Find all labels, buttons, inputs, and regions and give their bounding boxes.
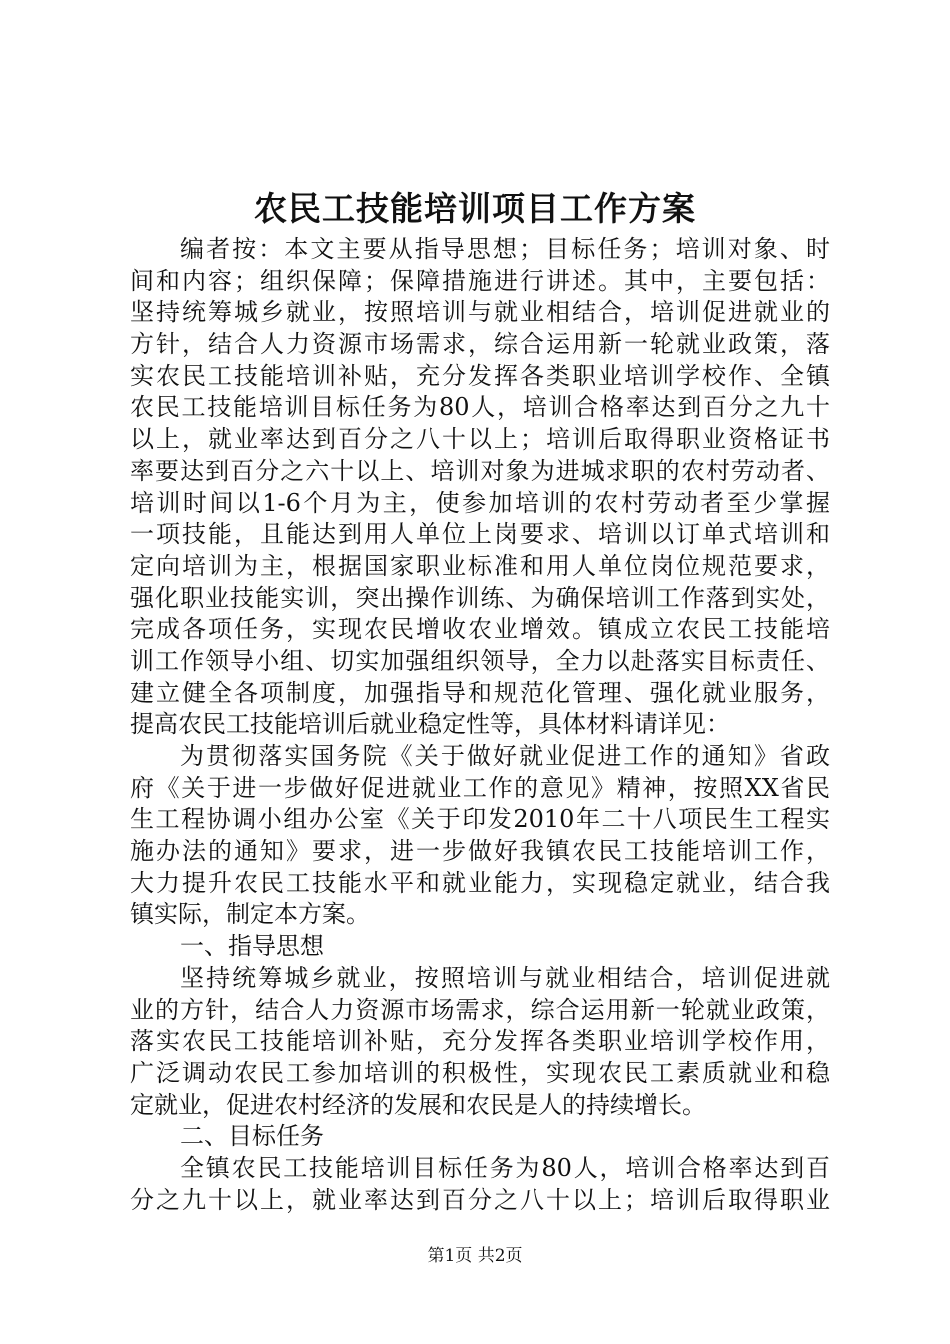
text-line: 落实农民工技能培训补贴，充分发挥各类职业培训学校作用， (130, 1027, 830, 1056)
section-heading: 二、目标任务 (180, 1122, 324, 1151)
text-line: 以上，就业率达到百分之八十以上；培训后取得职业资格证书 (130, 425, 830, 454)
text-line: 实农民工技能培训补贴，充分发挥各类职业培训学校作、全镇 (130, 361, 830, 390)
text-line: 强化职业技能实训，突出操作训练、为确保培训工作落到实处， (130, 583, 830, 612)
text-line: 府《关于进一步做好促进就业工作的意见》精神，按照XX省民 (130, 773, 830, 802)
document-body (130, 234, 830, 1216)
text-line: 坚持统筹城乡就业，按照培训与就业相结合，培训促进就 (180, 963, 830, 992)
text-line: 间和内容；组织保障；保障措施进行讲述。其中，主要包括： (130, 266, 830, 295)
text-line: 建立健全各项制度，加强指导和规范化管理、强化就业服务， (130, 678, 830, 707)
text-line: 农民工技能培训目标任务为80人，培训合格率达到百分之九十 (130, 393, 830, 422)
text-line: 定就业，促进农村经济的发展和农民是人的持续增长。 (130, 1090, 706, 1119)
text-line: 生工程协调小组办公室《关于印发2010年二十八项民生工程实 (130, 805, 830, 834)
text-line: 训工作领导小组、切实加强组织领导，全力以赴落实目标责任、 (130, 646, 830, 675)
text-line: 施办法的通知》要求，进一步做好我镇农民工技能培训工作， (130, 837, 830, 866)
text-line: 率要达到百分之六十以上、培训对象为进城求职的农村劳动者、 (130, 456, 830, 485)
text-line: 完成各项任务，实现农民增收农业增效。镇成立农民工技能培 (130, 615, 830, 644)
text-line: 分之九十以上，就业率达到百分之八十以上；培训后取得职业 (130, 1185, 830, 1214)
page-title: 农民工技能培训项目工作方案 (254, 189, 696, 228)
text-line: 一项技能，且能达到用人单位上岗要求、培训以订单式培训和 (130, 520, 830, 549)
text-line: 编者按：本文主要从指导思想；目标任务；培训对象、时 (180, 235, 830, 263)
text-line: 定向培训为主，根据国家职业标准和用人单位岗位规范要求， (130, 551, 830, 580)
text-line: 方针，结合人力资源市场需求，综合运用新一轮就业政策，落 (130, 330, 830, 359)
text-line: 为贯彻落实国务院《关于做好就业促进工作的通知》省政 (180, 742, 830, 770)
text-line: 培训时间以1-6个月为主，使参加培训的农村劳动者至少掌握 (130, 488, 830, 517)
text-line: 镇实际，制定本方案。 (130, 900, 370, 929)
text-line: 全镇农民工技能培训目标任务为80人，培训合格率达到百 (180, 1153, 830, 1182)
text-line: 提高农民工技能培训后就业稳定性等，具体材料请详见： (130, 710, 730, 739)
text-line: 大力提升农民工技能水平和就业能力，实现稳定就业，结合我 (130, 868, 830, 897)
text-line: 业的方针，结合人力资源市场需求，综合运用新一轮就业政策， (130, 995, 830, 1024)
page-number-footer: 第1页 共2页 (427, 1246, 523, 1266)
text-line: 坚持统筹城乡就业，按照培训与就业相结合，培训促进就业的 (130, 298, 830, 327)
section-heading: 一、指导思想 (180, 932, 324, 961)
text-line: 广泛调动农民工参加培训的积极性，实现农民工素质就业和稳 (130, 1058, 830, 1087)
